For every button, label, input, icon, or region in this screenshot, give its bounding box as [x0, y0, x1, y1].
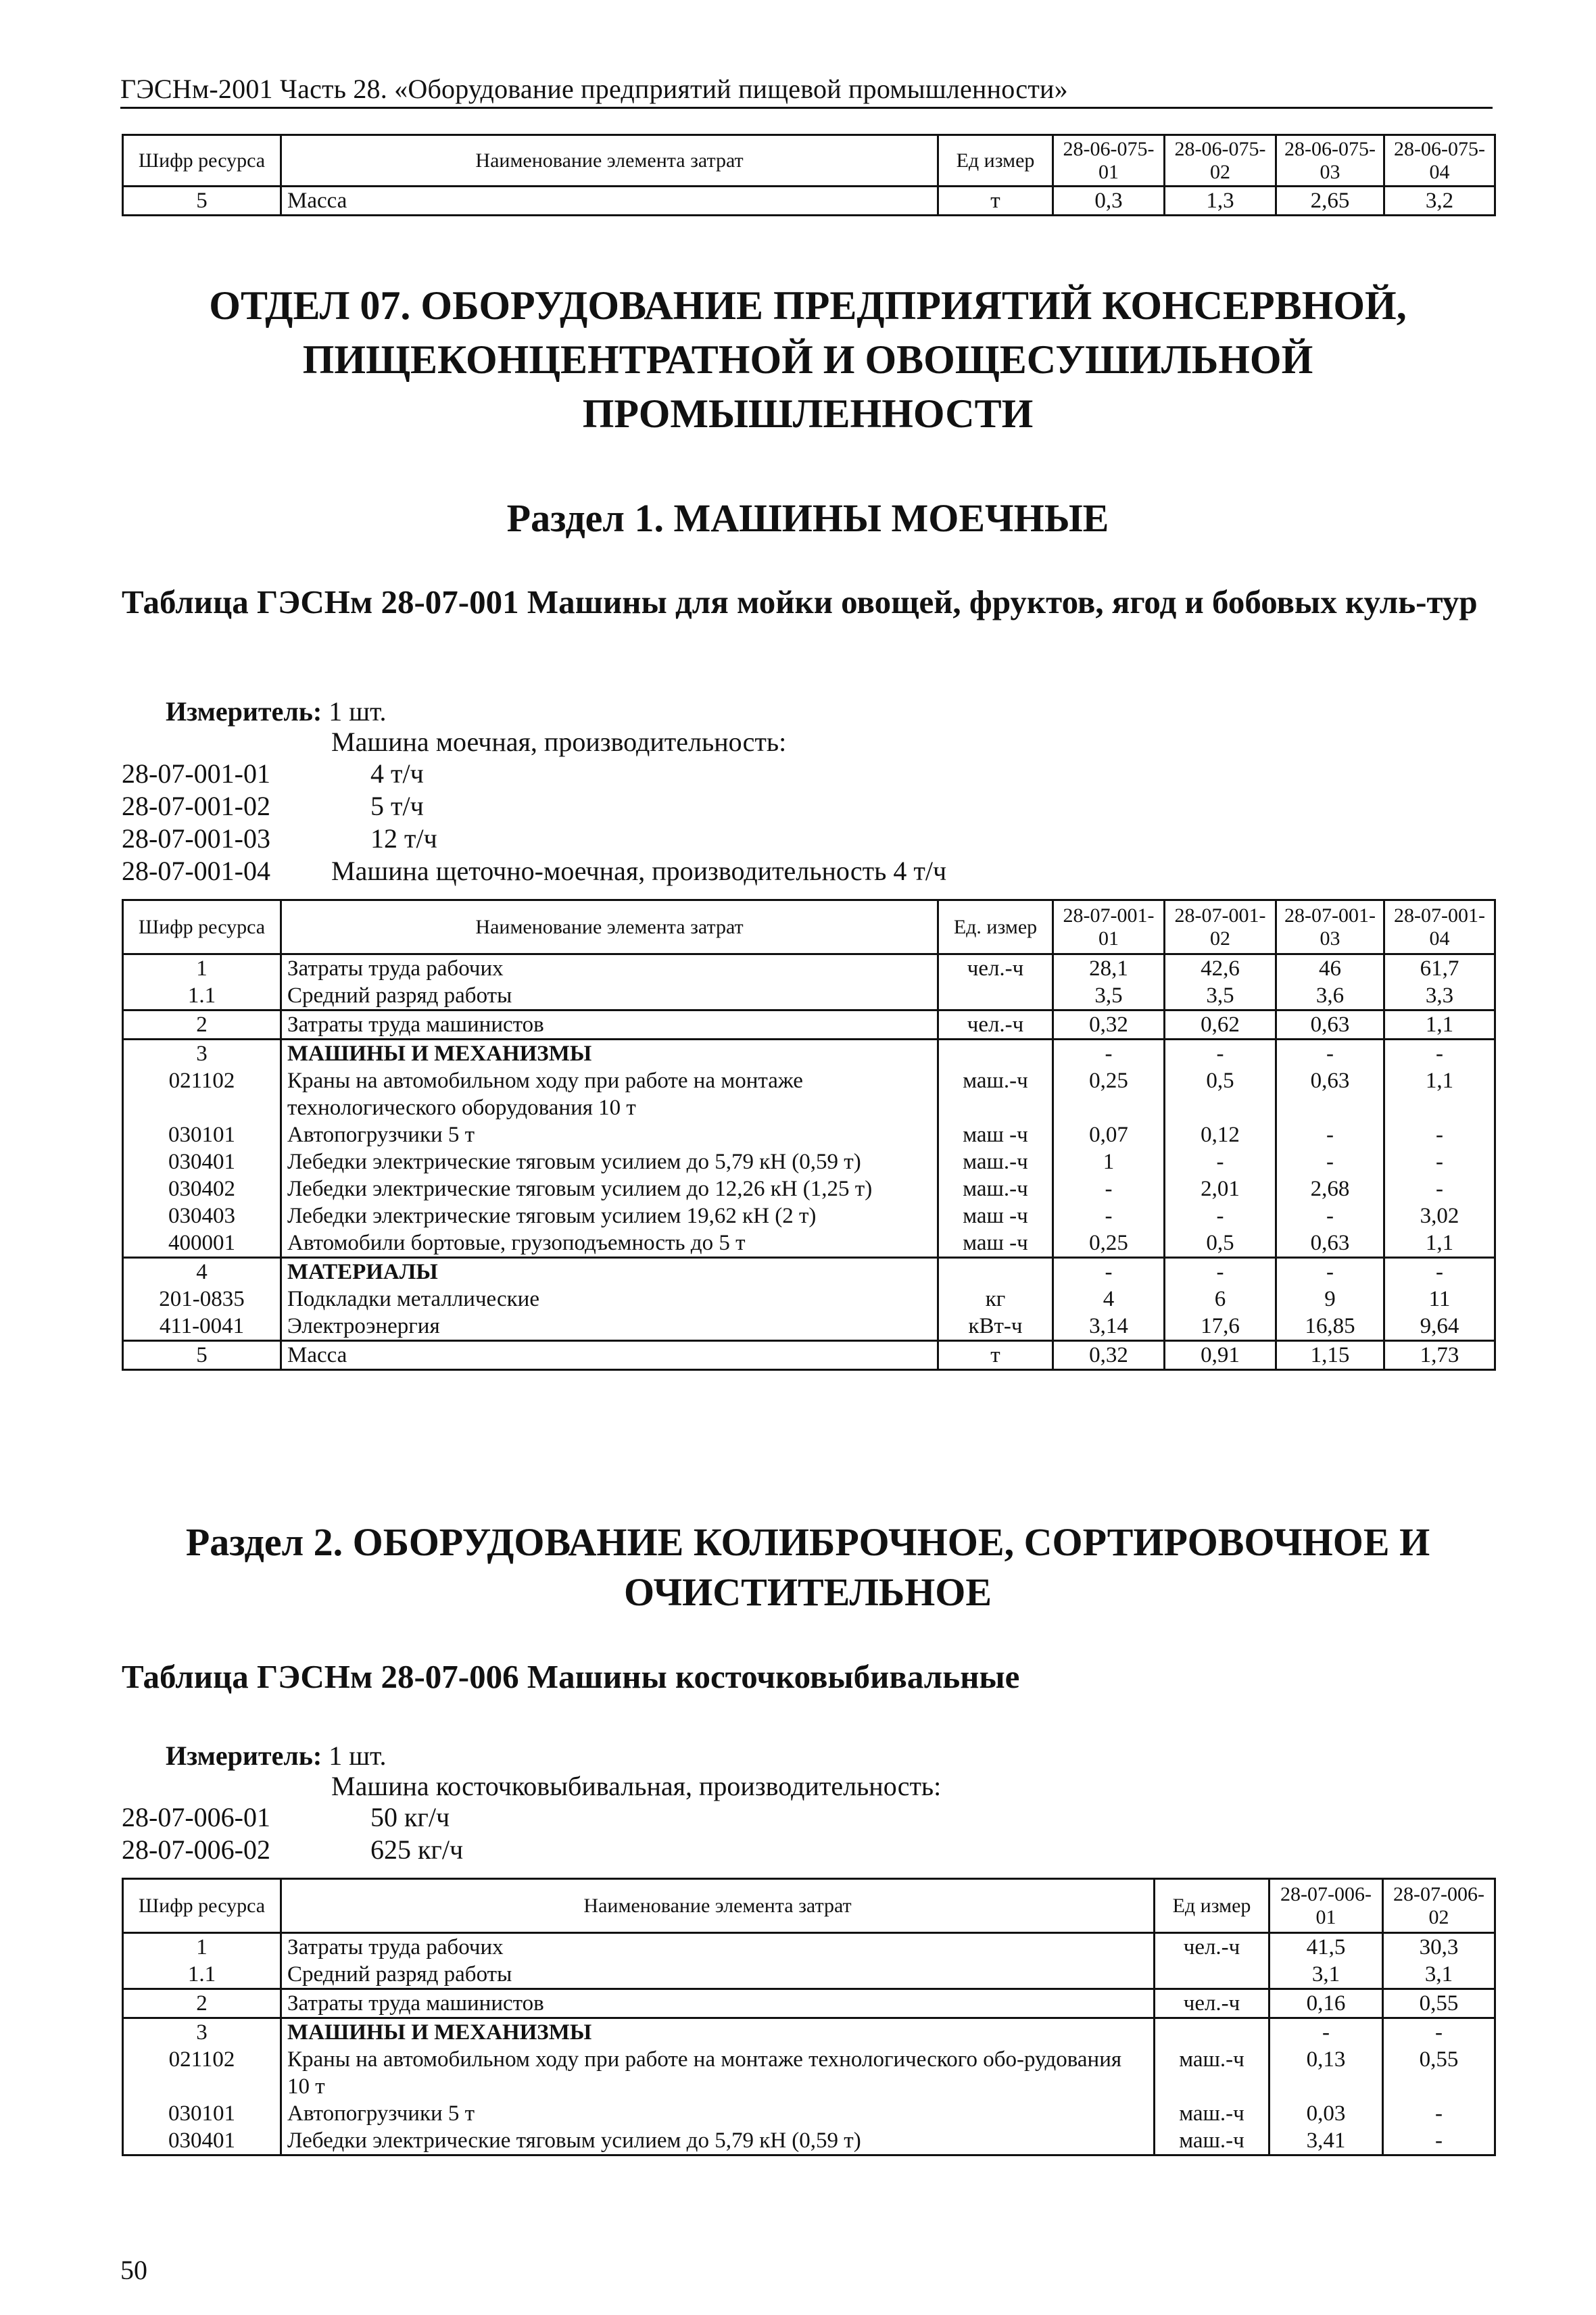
cell-unit: маш.-ч: [938, 1175, 1053, 1202]
cell-value: 3,5: [1165, 982, 1276, 1010]
cell-value: 3,02: [1384, 1202, 1495, 1229]
cell-value: 2,65: [1276, 187, 1384, 216]
cell-value: 9: [1276, 1286, 1384, 1313]
section2-title: Раздел 2. ОБОРУДОВАНИЕ КОЛИБРОЧНОЕ, СОРТИРОВОЧНОЕ И ОЧИСТИТЕЛЬНОЕ: [185, 1520, 1430, 1614]
header-unit: Ед. измер: [938, 900, 1053, 954]
code-desc-2: 625 кг/ч: [370, 1834, 464, 1865]
cell-value: 0,63: [1276, 1229, 1384, 1258]
cell-value: 0,5: [1165, 1067, 1276, 1121]
cell-code: 2: [123, 1989, 281, 2018]
cell-code: 030403: [123, 1202, 281, 1229]
cell-unit: маш.-ч: [938, 1148, 1053, 1175]
table-row: [123, 1933, 1495, 1961]
table-row: [123, 1121, 1495, 1148]
cell-value: 42,6: [1165, 954, 1276, 983]
cell-value: 1,73: [1384, 1341, 1495, 1370]
cell-name: Средний разряд работы: [281, 982, 938, 1010]
cell-value: -: [1383, 2100, 1495, 2127]
cell-value: 11: [1384, 1286, 1495, 1313]
measure-label: Измеритель:: [166, 696, 322, 727]
table-row: [123, 1040, 1495, 1068]
cell-value: 0,32: [1053, 1010, 1165, 1040]
cell-value: -: [1053, 1202, 1165, 1229]
code-desc-4: Машина щеточно-моечная, производительность 4 т/ч: [331, 856, 947, 886]
code-line-2: 28-07-001-02: [122, 791, 270, 821]
cell-name: Краны на автомобильном ходу при работе на монтаже технологического обо-рудования 10 т: [281, 2046, 1155, 2100]
section2-table: [122, 1878, 1496, 2156]
table-row: [123, 1961, 1495, 1989]
cell-name: Подкладки металлические: [281, 1286, 938, 1313]
cell-value: 0,55: [1383, 1989, 1495, 2018]
cell-name: Масса: [281, 1341, 938, 1370]
cell-code: 021102: [123, 2046, 281, 2100]
cell-code: 1.1: [123, 982, 281, 1010]
cell-code: 5: [123, 1341, 281, 1370]
cell-code: 1: [123, 1933, 281, 1961]
cell-unit: т: [938, 187, 1053, 216]
section2-table-title: Таблица ГЭСНм 28-07-006 Машины косточковыбивальные: [122, 1658, 1020, 1695]
cell-value: -: [1165, 1148, 1276, 1175]
table-row: [123, 1175, 1495, 1202]
cell-value: 0,55: [1383, 2046, 1495, 2100]
cell-value: 0,3: [1053, 187, 1165, 216]
cell-unit: маш -ч: [938, 1121, 1053, 1148]
cell-value: -: [1383, 2018, 1495, 2047]
cell-value: 1,3: [1165, 187, 1276, 216]
cell-value: 1: [1053, 1148, 1165, 1175]
cell-value: 28,1: [1053, 954, 1165, 983]
header-code: Шифр ресурса: [123, 135, 281, 187]
cell-value: 30,3: [1383, 1933, 1495, 1961]
cell-value: -: [1053, 1258, 1165, 1286]
cell-value: -: [1053, 1175, 1165, 1202]
cell-unit: кг: [938, 1286, 1053, 1313]
cell-unit: [1155, 1961, 1269, 1989]
table-row: [123, 1286, 1495, 1313]
section1-measure: [166, 696, 387, 727]
cell-code: 1: [123, 954, 281, 983]
table-row: [123, 1067, 1495, 1121]
cell-value: -: [1053, 1040, 1165, 1068]
cell-code: 3: [123, 1040, 281, 1068]
header-col-1: 28-07-006-01: [1269, 1879, 1383, 1933]
cell-name: МАШИНЫ И МЕХАНИЗМЫ: [281, 2018, 1155, 2047]
table-row: [123, 187, 1495, 216]
cell-value: -: [1276, 1040, 1384, 1068]
cell-name: Лебедки электрические тяговым усилием 19,62 кН (2 т): [281, 1202, 938, 1229]
cell-value: 16,85: [1276, 1313, 1384, 1341]
cell-value: 3,14: [1053, 1313, 1165, 1341]
measure-label: Измеритель:: [166, 1740, 322, 1771]
cell-unit: чел.-ч: [938, 954, 1053, 983]
cell-code: 030401: [123, 1148, 281, 1175]
cell-value: -: [1384, 1175, 1495, 1202]
header-name: Наименование элемента затрат: [281, 135, 938, 187]
cell-value: 61,7: [1384, 954, 1495, 983]
table-row: [123, 1989, 1495, 2018]
cell-name: Автопогрузчики 5 т: [281, 1121, 938, 1148]
code-desc-3: 12 т/ч: [370, 823, 437, 854]
cell-name: Лебедки электрические тяговым усилием до 5,79 кН (0,59 т): [281, 2127, 1155, 2155]
cell-unit: маш.-ч: [938, 1067, 1053, 1121]
cell-code: 1.1: [123, 1961, 281, 1989]
cell-code: 4: [123, 1258, 281, 1286]
table-row: [123, 2127, 1495, 2155]
cell-name: Автопогрузчики 5 т: [281, 2100, 1155, 2127]
cell-value: -: [1384, 1148, 1495, 1175]
cell-code: 5: [123, 187, 281, 216]
cell-unit: маш.-ч: [1155, 2046, 1269, 2100]
table-row: [123, 1313, 1495, 1341]
cell-unit: маш -ч: [938, 1202, 1053, 1229]
section1-intro: Машина моечная, производительность:: [331, 727, 787, 757]
header-unit: Ед измер: [1155, 1879, 1269, 1933]
cell-value: 0,25: [1053, 1229, 1165, 1258]
header-col-4: 28-07-001-04: [1384, 900, 1495, 954]
code-line-1: 28-07-001-01: [122, 758, 270, 789]
cell-value: 0,5: [1165, 1229, 1276, 1258]
cell-name: Краны на автомобильном ходу при работе на монтаже технологического оборудования 10 т: [281, 1067, 938, 1121]
cell-value: 0,25: [1053, 1067, 1165, 1121]
cell-value: 17,6: [1165, 1313, 1276, 1341]
top-continuation-table: [122, 134, 1496, 216]
header-code: Шифр ресурса: [123, 900, 281, 954]
header-col-2: 28-07-001-02: [1165, 900, 1276, 954]
cell-value: 0,16: [1269, 1989, 1383, 2018]
running-header: ГЭСНм-2001 Часть 28. «Оборудование предприятий пищевой промышленности»: [120, 74, 1068, 104]
code-desc-2: 5 т/ч: [370, 791, 424, 821]
cell-value: 3,3: [1384, 982, 1495, 1010]
cell-unit: кВт-ч: [938, 1313, 1053, 1341]
cell-value: 3,2: [1384, 187, 1495, 216]
table-row: [123, 1341, 1495, 1370]
cell-value: 3,1: [1269, 1961, 1383, 1989]
page-number: 50: [120, 2255, 147, 2285]
cell-value: -: [1384, 1121, 1495, 1148]
cell-value: 0,32: [1053, 1341, 1165, 1370]
section1-title: Раздел 1. МАШИНЫ МОЕЧНЫЕ: [506, 496, 1109, 540]
code-desc-1: 50 кг/ч: [370, 1802, 450, 1832]
cell-code: 411-0041: [123, 1313, 281, 1341]
cell-value: 3,41: [1269, 2127, 1383, 2155]
cell-unit: маш -ч: [938, 1229, 1053, 1258]
cell-name: МАШИНЫ И МЕХАНИЗМЫ: [281, 1040, 938, 1068]
table-row: [123, 1258, 1495, 1286]
table-row: [123, 2100, 1495, 2127]
cell-name: Лебедки электрические тяговым усилием до 12,26 кН (1,25 т): [281, 1175, 938, 1202]
section2-intro: Машина косточковыбивальная, производительность:: [331, 1771, 942, 1801]
cell-unit: чел.-ч: [1155, 1933, 1269, 1961]
cell-name: Автомобили бортовые, грузоподъемность до 5 т: [281, 1229, 938, 1258]
section1-table-title-text: Таблица ГЭСНм 28-07-001 Машины для мойки овощей, фруктов, ягод и бобовых куль-тур: [122, 583, 1478, 620]
cell-value: 0,91: [1165, 1341, 1276, 1370]
cell-value: -: [1276, 1258, 1384, 1286]
cell-value: -: [1276, 1148, 1384, 1175]
table-row: [123, 1010, 1495, 1040]
cell-code: 3: [123, 2018, 281, 2047]
header-col-3: 28-06-075-03: [1276, 135, 1384, 187]
cell-unit: [1155, 2018, 1269, 2047]
cell-unit: [938, 982, 1053, 1010]
section1-table: [122, 899, 1496, 1371]
cell-value: 6: [1165, 1286, 1276, 1313]
cell-value: 4: [1053, 1286, 1165, 1313]
cell-value: -: [1165, 1258, 1276, 1286]
table-row: [123, 1229, 1495, 1258]
cell-value: 1,1: [1384, 1067, 1495, 1121]
cell-name: МАТЕРИАЛЫ: [281, 1258, 938, 1286]
cell-code: 021102: [123, 1067, 281, 1121]
cell-name: Затраты труда рабочих: [281, 1933, 1155, 1961]
header-name: Наименование элемента затрат: [281, 900, 938, 954]
cell-name: Масса: [281, 187, 938, 216]
cell-value: 3,5: [1053, 982, 1165, 1010]
table-row: [123, 2018, 1495, 2047]
cell-code: 030101: [123, 2100, 281, 2127]
code-line-3: 28-07-001-03: [122, 823, 270, 854]
cell-value: -: [1276, 1121, 1384, 1148]
cell-code: 030101: [123, 1121, 281, 1148]
cell-unit: [938, 1258, 1053, 1286]
section2-measure: [166, 1740, 387, 1772]
cell-value: 0,07: [1053, 1121, 1165, 1148]
department-title: ОТДЕЛ 07. ОБОРУДОВАНИЕ ПРЕДПРИЯТИЙ КОНСЕРВНОЙ, ПИЩЕКОНЦЕНТРАТНОЙ И ОВОЩЕСУШИЛЬНОЙ ПРОМЫШЛЕННОСТИ: [209, 283, 1407, 436]
cell-value: -: [1384, 1040, 1495, 1068]
code-line-4: 28-07-001-04: [122, 856, 270, 886]
cell-value: -: [1165, 1202, 1276, 1229]
code-line-2: 28-07-006-02: [122, 1834, 270, 1865]
cell-unit: маш.-ч: [1155, 2100, 1269, 2127]
cell-value: -: [1165, 1040, 1276, 1068]
measure-value: 1 шт.: [329, 1740, 387, 1771]
header-unit: Ед измер: [938, 135, 1053, 187]
cell-name: Электроэнергия: [281, 1313, 938, 1341]
cell-value: -: [1384, 1258, 1495, 1286]
table-row: [123, 2046, 1495, 2100]
cell-code: 2: [123, 1010, 281, 1040]
cell-value: 1,15: [1276, 1341, 1384, 1370]
cell-unit: т: [938, 1341, 1053, 1370]
cell-name: Лебедки электрические тяговым усилием до 5,79 кН (0,59 т): [281, 1148, 938, 1175]
header-rule: [120, 107, 1493, 109]
measure-value: 1 шт.: [329, 696, 387, 727]
cell-value: 3,1: [1383, 1961, 1495, 1989]
cell-value: 0,13: [1269, 2046, 1383, 2100]
cell-unit: чел.-ч: [1155, 1989, 1269, 2018]
cell-name: Затраты труда рабочих: [281, 954, 938, 983]
header-col-2: 28-06-075-02: [1165, 135, 1276, 187]
cell-unit: чел.-ч: [938, 1010, 1053, 1040]
cell-code: 030401: [123, 2127, 281, 2155]
cell-value: -: [1269, 2018, 1383, 2047]
table-row: [123, 1202, 1495, 1229]
table-row: [123, 954, 1495, 983]
cell-value: 0,63: [1276, 1067, 1384, 1121]
header-name: Наименование элемента затрат: [281, 1879, 1155, 1933]
header-code: Шифр ресурса: [123, 1879, 281, 1933]
cell-value: 0,03: [1269, 2100, 1383, 2127]
cell-value: 0,12: [1165, 1121, 1276, 1148]
cell-name: Затраты труда машинистов: [281, 1010, 938, 1040]
cell-value: 0,62: [1165, 1010, 1276, 1040]
header-col-4: 28-06-075-04: [1384, 135, 1495, 187]
cell-code: 201-0835: [123, 1286, 281, 1313]
cell-value: 2,01: [1165, 1175, 1276, 1202]
cell-unit: маш.-ч: [1155, 2127, 1269, 2155]
cell-value: -: [1383, 2127, 1495, 2155]
cell-name: Затраты труда машинистов: [281, 1989, 1155, 2018]
cell-code: 400001: [123, 1229, 281, 1258]
cell-value: 46: [1276, 954, 1384, 983]
table-row: [123, 982, 1495, 1010]
cell-value: 9,64: [1384, 1313, 1495, 1341]
section1-table-title: [122, 580, 1494, 625]
cell-value: 1,1: [1384, 1229, 1495, 1258]
cell-value: 41,5: [1269, 1933, 1383, 1961]
header-col-3: 28-07-001-03: [1276, 900, 1384, 954]
code-desc-1: 4 т/ч: [370, 758, 424, 789]
cell-value: 2,68: [1276, 1175, 1384, 1202]
cell-code: 030402: [123, 1175, 281, 1202]
code-line-1: 28-07-006-01: [122, 1802, 270, 1832]
cell-value: -: [1276, 1202, 1384, 1229]
header-col-1: 28-06-075-01: [1053, 135, 1165, 187]
header-col-1: 28-07-001-01: [1053, 900, 1165, 954]
cell-value: 0,63: [1276, 1010, 1384, 1040]
header-col-2: 28-07-006-02: [1383, 1879, 1495, 1933]
cell-value: 3,6: [1276, 982, 1384, 1010]
cell-value: 1,1: [1384, 1010, 1495, 1040]
table-row: [123, 1148, 1495, 1175]
cell-name: Средний разряд работы: [281, 1961, 1155, 1989]
cell-unit: [938, 1040, 1053, 1068]
